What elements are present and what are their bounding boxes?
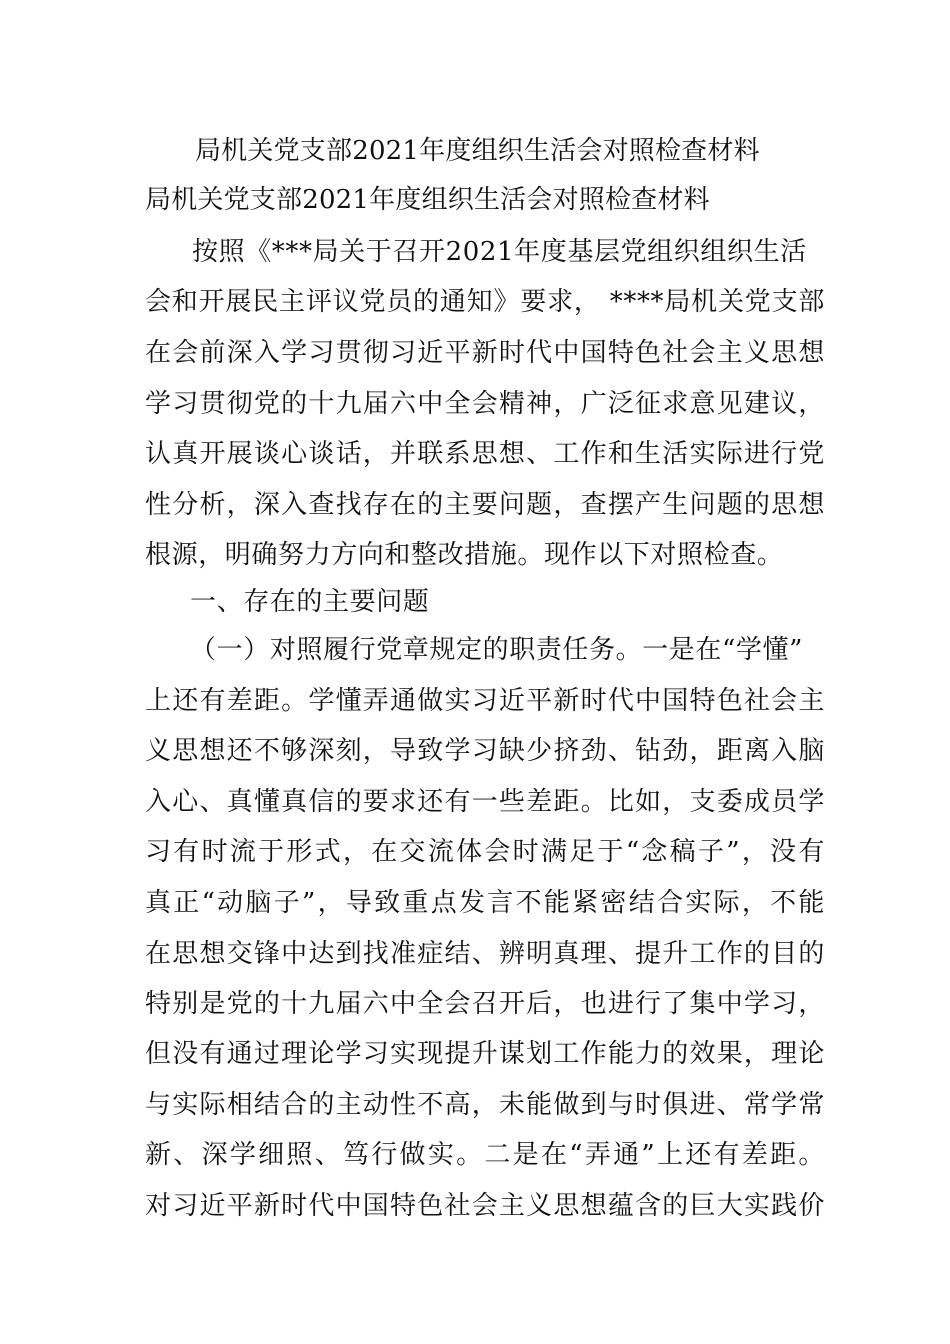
body-line: 习有时流于形式，在交流体会时满足于“念稿子”，没有 [145, 837, 825, 867]
body-line: 按照《***局关于召开2021年度基层党组织组织生活 [192, 237, 807, 267]
body-line: 认真开展谈心谈话，并联系思想、工作和生活实际进行党 [145, 439, 825, 469]
body-line: 在思想交锋中达到找准症结、辨明真理、提升工作的目的 [145, 939, 825, 969]
section-heading: 一、存在的主要问题 [190, 587, 430, 617]
body-line: 真正“动脑子”，导致重点发言不能紧密结合实际，不能 [145, 888, 825, 918]
body-line: 对习近平新时代中国特色社会主义思想蕴含的巨大实践价 [145, 1191, 825, 1221]
document-title: 局机关党支部2021年度组织生活会对照检查材料 [195, 136, 760, 166]
body-line: 会和开展民主评议党员的通知》要求， ****局机关党支部 [145, 287, 825, 317]
body-line: 入心、真懂真信的要求还有一些差距。比如，支委成员学 [145, 787, 825, 817]
document-subtitle: 局机关党支部2021年度组织生活会对照检查材料 [145, 185, 710, 215]
body-line: 特别是党的十九届六中全会召开后，也进行了集中学习， [145, 989, 825, 1019]
body-line: （一）对照履行党章规定的职责任务。一是在“学懂” [190, 635, 803, 665]
body-line: 性分析，深入查找存在的主要问题，查摆产生问题的思想 [145, 490, 825, 520]
body-line: 新、深学细照、笃行做实。二是在“弄通”上还有差距。 [145, 1140, 825, 1170]
body-line: 学习贯彻党的十九届六中全会精神，广泛征求意见建议， [145, 389, 825, 419]
body-line: 义思想还不够深刻，导致学习缺少挤劲、钻劲，距离入脑 [145, 736, 825, 766]
body-line: 与实际相结合的主动性不高，未能做到与时俱进、常学常 [145, 1090, 825, 1120]
body-line: 但没有通过理论学习实现提升谋划工作能力的效果，理论 [145, 1039, 825, 1069]
body-line: 在会前深入学习贯彻习近平新时代中国特色社会主义思想 [145, 338, 825, 368]
body-line: 根源，明确努力方向和整改措施。现作以下对照检查。 [145, 540, 784, 570]
body-line: 上还有差距。学懂弄通做实习近平新时代中国特色社会主 [145, 686, 825, 716]
